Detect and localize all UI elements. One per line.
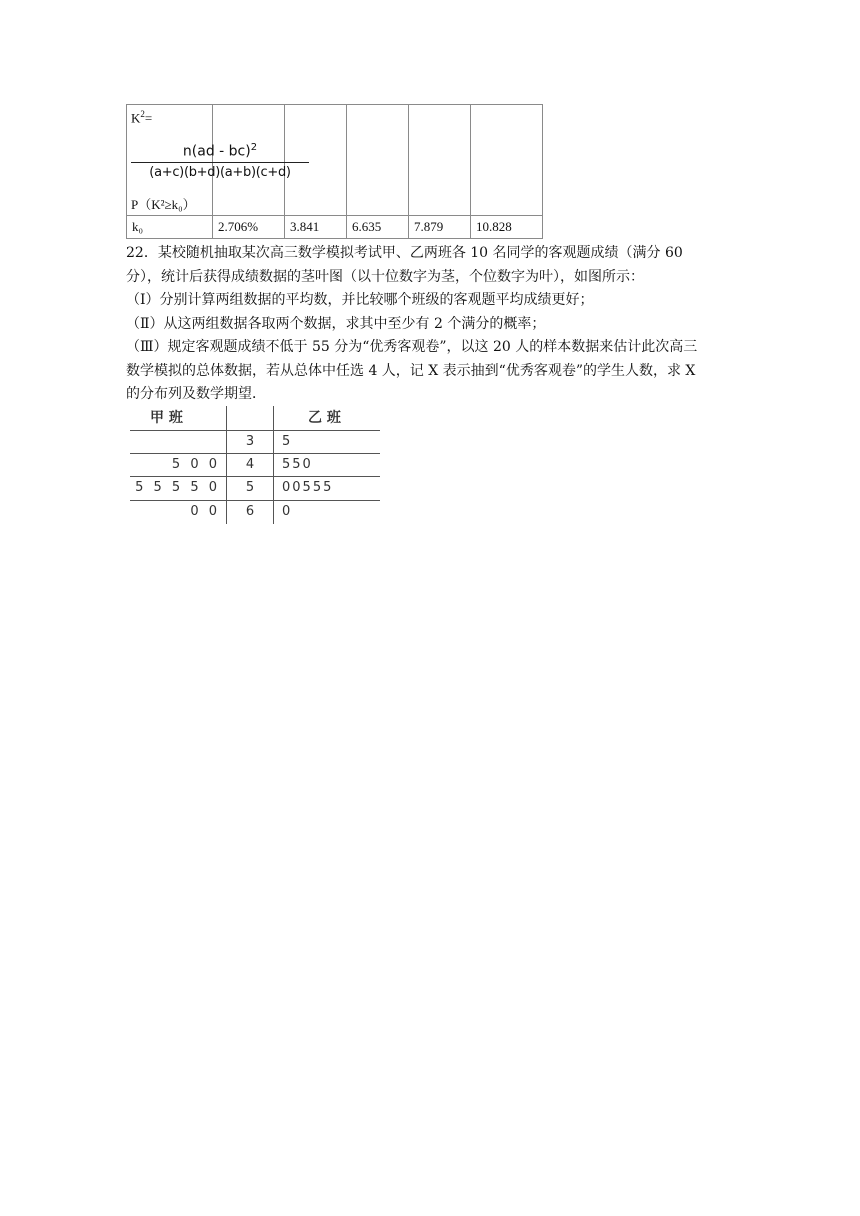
right-leaves: 00555 xyxy=(282,480,334,495)
right-leaves: 550 xyxy=(282,457,313,472)
left-class-header: 甲 班 xyxy=(150,410,183,426)
stem-leaf-plot xyxy=(130,406,382,524)
k0-value: 3.841 xyxy=(285,216,347,239)
divider xyxy=(130,430,380,431)
empty-cell xyxy=(347,105,409,216)
problem-part-2: （Ⅱ）从这两组数据各取两个数据，求其中至少有 2 个满分的概率； xyxy=(126,315,546,332)
problem-part-3-cont: 数学模拟的总体数据，若从总体中任选 4 人，记 X 表示抽到“优秀客观卷”的学生人数，求 X xyxy=(126,362,696,379)
table-row-k0 xyxy=(127,216,543,239)
problem-part-3-cont: 的分布列及数学期望． xyxy=(126,386,266,402)
formula-numerator: n(ad - bc)$^2$ xyxy=(182,142,258,160)
right-class-header: 乙 班 xyxy=(308,410,341,426)
divider xyxy=(130,453,380,454)
problem-text-line: 22．某校随机抽取某次高三数学模拟考试甲、乙两班各 10 名同学的客观题成绩（满分 60 xyxy=(126,245,683,261)
right-leaves: 0 xyxy=(282,504,293,519)
divider xyxy=(130,476,380,477)
stem-value: 5 xyxy=(245,480,255,495)
left-leaves: 5 0 0 xyxy=(171,457,220,472)
divider xyxy=(130,500,380,501)
k0-value: 2.706% xyxy=(213,216,285,239)
empty-cell xyxy=(409,105,471,216)
k0-label: k₀ xyxy=(127,216,213,239)
k0-value: 7.879 xyxy=(409,216,471,239)
stem-value: 4 xyxy=(245,457,255,472)
left-leaves: 5 5 5 5 0 xyxy=(135,480,220,495)
k2-formula xyxy=(131,142,309,180)
left-leaves: 0 0 xyxy=(190,504,220,519)
stem-value: 3 xyxy=(245,434,255,449)
divider xyxy=(273,406,274,524)
divider xyxy=(226,406,227,524)
formula-cell xyxy=(127,105,291,216)
k0-value: 10.828 xyxy=(471,216,543,239)
k2-heading: $K^2=$ xyxy=(131,109,153,126)
empty-cell xyxy=(471,105,543,216)
problem-22 xyxy=(126,242,736,407)
p-label: P（K²≥k₀） xyxy=(131,196,196,212)
problem-part-1: （Ⅰ）分别计算两组数据的平均数，并比较哪个班级的客观题平均成绩更好； xyxy=(126,292,594,308)
k-critical-value-table xyxy=(126,104,543,239)
stem-value: 6 xyxy=(245,504,255,519)
problem-part-3: （Ⅲ）规定客观题成绩不低于 55 分为“优秀客观卷”，以这 20 人的样本数据来估计此次高三 xyxy=(126,339,698,355)
table-row-header xyxy=(127,105,543,216)
formula-denominator: (a+c)(b+d)(a+b)(c+d) xyxy=(149,164,291,180)
problem-text-line: 分），统计后获得成绩数据的茎叶图（以十位数字为茎，个位数字为叶），如图所示： xyxy=(126,268,644,285)
right-leaves: 5 xyxy=(282,434,293,449)
k0-value: 6.635 xyxy=(347,216,409,239)
